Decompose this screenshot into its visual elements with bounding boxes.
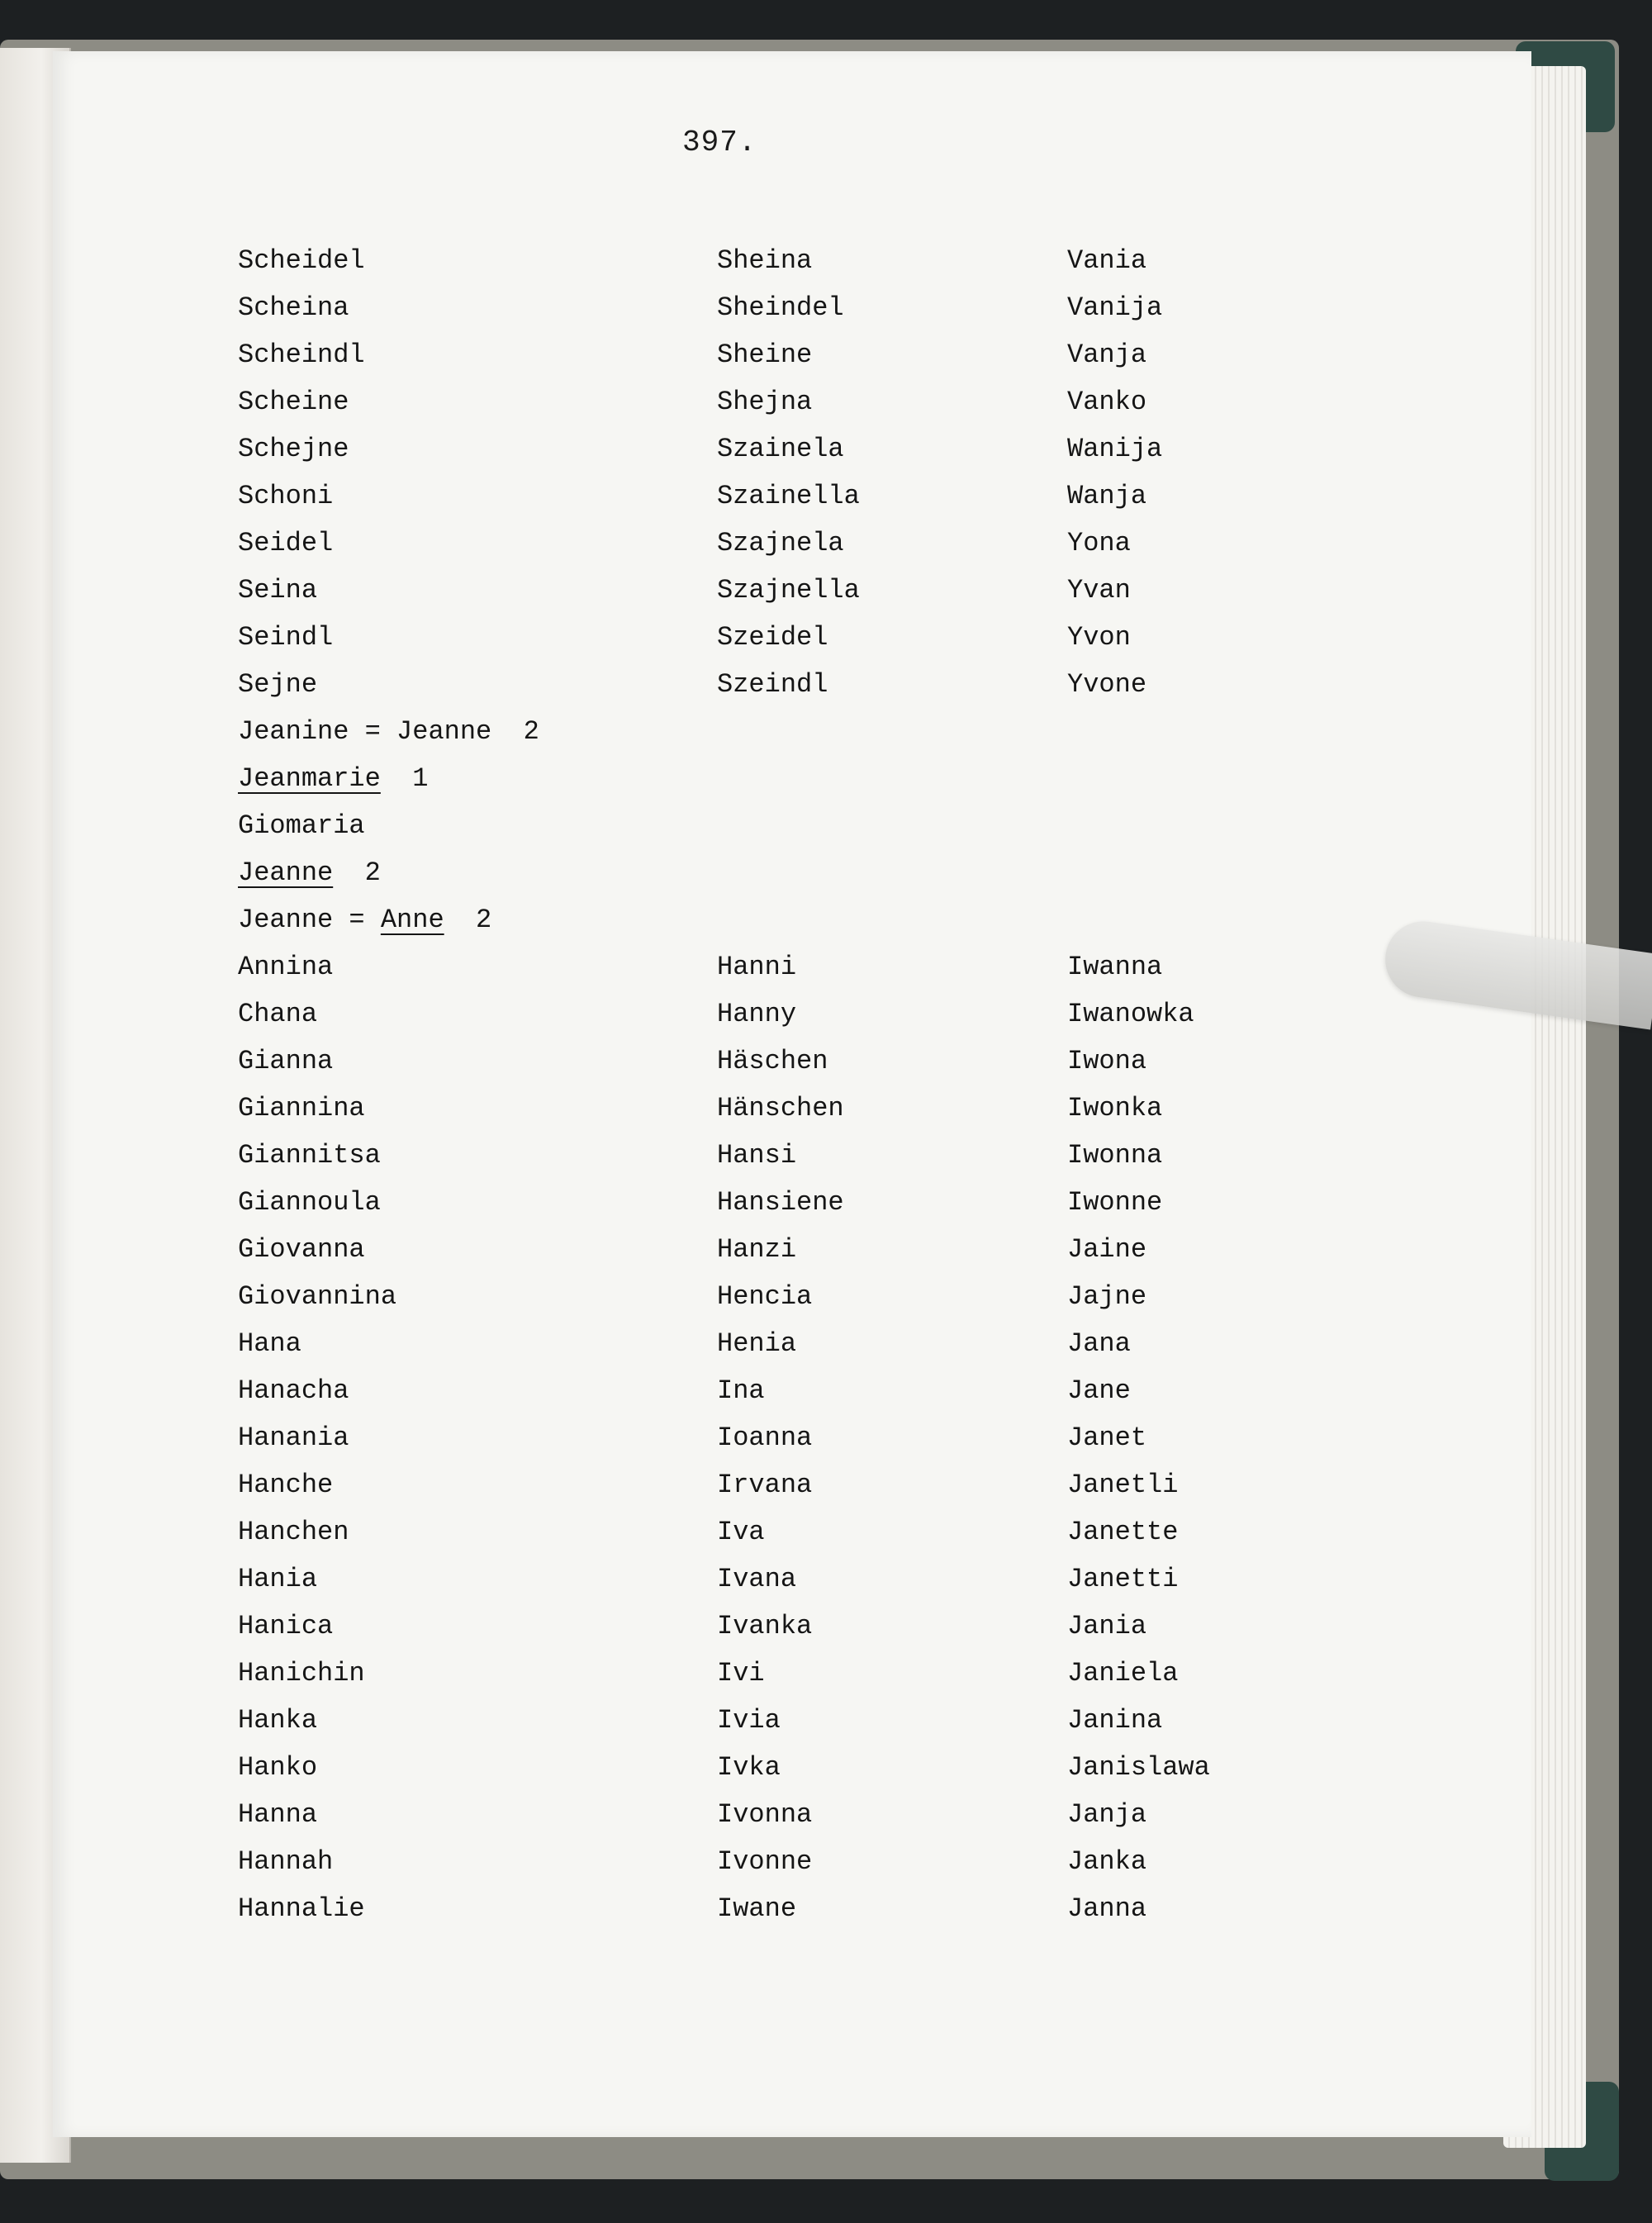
name-entry: Scheine [238, 387, 349, 417]
name-entry: Yvan [1067, 575, 1131, 606]
name-entry: Hanacha [238, 1375, 349, 1406]
variant-text-underlined: Anne [380, 905, 444, 935]
variant-text: Jeanne = [238, 905, 381, 935]
name-entry: Szainela [717, 434, 844, 464]
name-entry: Iwonka [1067, 1093, 1163, 1123]
name-entry: Iwanowka [1067, 999, 1194, 1029]
name-entry: Jaine [1067, 1234, 1147, 1265]
name-entry: Sheindel [717, 292, 844, 323]
page-number: 397. [682, 126, 757, 159]
name-entry: Irvana [717, 1470, 813, 1500]
name-entry: Vanko [1067, 387, 1147, 417]
name-entry: Vanja [1067, 340, 1147, 370]
name-entry: Seina [238, 575, 318, 606]
name-entry: Iwanna [1067, 952, 1163, 982]
name-entry: Giovanna [238, 1234, 365, 1265]
name-entry: Hanche [238, 1470, 334, 1500]
variant-count: 2 [364, 857, 381, 888]
name-entry: Szainella [717, 481, 860, 511]
name-entry: Szajnella [717, 575, 860, 606]
name-entry: Häschen [717, 1046, 828, 1076]
name-entry: Janette [1067, 1517, 1179, 1547]
name-entry: Vanija [1067, 292, 1163, 323]
name-entry: Schoni [238, 481, 334, 511]
name-entry: Hanka [238, 1705, 318, 1736]
name-entry: Hanzi [717, 1234, 797, 1265]
name-entry: Hanichin [238, 1658, 365, 1689]
name-entry: Iwane [717, 1893, 797, 1924]
name-entry: Hania [238, 1564, 318, 1594]
name-entry: Jajne [1067, 1281, 1147, 1312]
name-entry: Szeidel [717, 622, 828, 653]
name-entry: Janka [1067, 1846, 1147, 1877]
name-entry: Iva [717, 1517, 765, 1547]
name-entry: Chana [238, 999, 318, 1029]
name-entry: Ivia [717, 1705, 781, 1736]
name-entry: Hannalie [238, 1893, 365, 1924]
variant-count: 2 [523, 716, 539, 747]
name-entry: Janna [1067, 1893, 1147, 1924]
name-entry: Jania [1067, 1611, 1147, 1641]
name-entry: Ivana [717, 1564, 797, 1594]
name-entry: Hanko [238, 1752, 318, 1783]
name-entry: Hencia [717, 1281, 813, 1312]
name-entry: Sheine [717, 340, 813, 370]
name-entry: Janiela [1067, 1658, 1179, 1689]
name-entry: Gianna [238, 1046, 334, 1076]
variant-line [238, 907, 491, 933]
name-entry: Ioanna [717, 1423, 813, 1453]
name-entry: Yona [1067, 528, 1131, 558]
name-entry: Yvone [1067, 669, 1147, 700]
name-entry: Scheidel [238, 245, 365, 276]
name-entry: Giovannina [238, 1281, 397, 1312]
name-entry: Sheina [717, 245, 813, 276]
name-entry: Iwonne [1067, 1187, 1163, 1218]
name-entry: Schejne [238, 434, 349, 464]
name-entry: Seindl [238, 622, 334, 653]
name-entry: Ivonne [717, 1846, 813, 1877]
name-entry: Sejne [238, 669, 318, 700]
name-entry: Janet [1067, 1423, 1147, 1453]
name-entry: Shejna [717, 387, 813, 417]
name-entry: Scheindl [238, 340, 365, 370]
name-entry: Hanni [717, 952, 797, 982]
name-entry: Janetti [1067, 1564, 1179, 1594]
name-entry: Ina [717, 1375, 765, 1406]
name-entry: Hanica [238, 1611, 334, 1641]
name-entry: Annina [238, 952, 334, 982]
name-entry: Hanny [717, 999, 797, 1029]
variant-count: 1 [412, 763, 429, 794]
variant-text-underlined: Jeanne [238, 857, 334, 888]
name-entry: Janislawa [1067, 1752, 1210, 1783]
name-entry: Hanna [238, 1799, 318, 1830]
name-entry: Vania [1067, 245, 1147, 276]
name-entry: Hansiene [717, 1187, 844, 1218]
name-entry: Seidel [238, 528, 334, 558]
name-entry: Janja [1067, 1799, 1147, 1830]
name-entry: Giannina [238, 1093, 365, 1123]
name-entry: Hannah [238, 1846, 334, 1877]
name-entry: Janina [1067, 1705, 1163, 1736]
name-entry: Giannoula [238, 1187, 381, 1218]
name-entry: Ivonna [717, 1799, 813, 1830]
name-entry: Jana [1067, 1328, 1131, 1359]
name-entry: Ivi [717, 1658, 765, 1689]
name-entry: Scheina [238, 292, 349, 323]
variant-line [238, 763, 429, 794]
name-entry: Hanania [238, 1423, 349, 1453]
variant-text: Giomaria [238, 810, 365, 841]
variant-line [238, 716, 539, 747]
variant-line [238, 810, 365, 841]
variant-text: Jeanine = Jeanne [238, 716, 492, 747]
name-entry: Wanja [1067, 481, 1147, 511]
name-entry: Ivka [717, 1752, 781, 1783]
variant-line [238, 857, 381, 888]
name-entry: Wanija [1067, 434, 1163, 464]
name-entry: Hanchen [238, 1517, 349, 1547]
variant-count: 2 [476, 905, 492, 935]
name-entry: Hänschen [717, 1093, 844, 1123]
name-entry: Hansi [717, 1140, 797, 1171]
name-entry: Szeindl [717, 669, 828, 700]
variant-text-underlined: Jeanmarie [238, 763, 381, 794]
name-entry: Szajnela [717, 528, 844, 558]
name-entry: Yvon [1067, 622, 1131, 653]
name-entry: Giannitsa [238, 1140, 381, 1171]
name-entry: Henia [717, 1328, 797, 1359]
name-entry: Hana [238, 1328, 301, 1359]
name-entry: Jane [1067, 1375, 1131, 1406]
name-entry: Iwonna [1067, 1140, 1163, 1171]
name-entry: Iwona [1067, 1046, 1147, 1076]
name-entry: Janetli [1067, 1470, 1179, 1500]
name-entry: Ivanka [717, 1611, 813, 1641]
